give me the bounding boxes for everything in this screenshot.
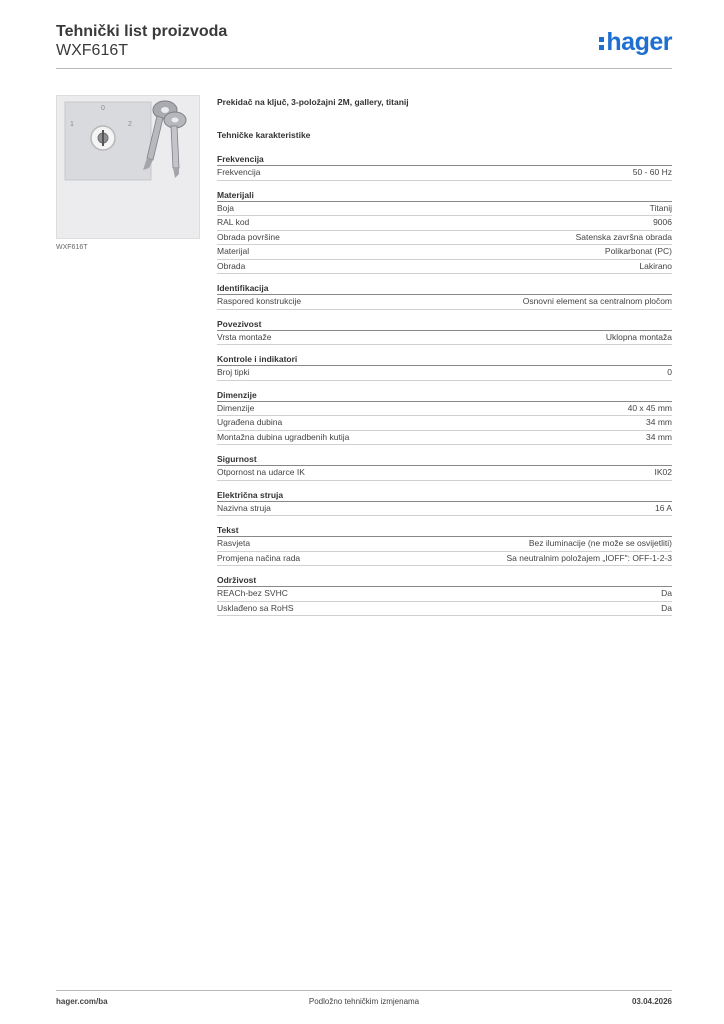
spec-row [217,231,672,246]
footer-divider [56,990,672,991]
document-title: Tehnički list proizvoda [56,23,228,40]
technical-heading: Tehničke karakteristike [217,130,311,140]
spec-label: Rasvjeta [217,538,251,548]
spec-sections [217,153,672,616]
spec-value: Polikarbonat (PC) [604,246,672,256]
spec-row [217,331,672,346]
spec-label: REACh-bez SVHC [217,588,288,598]
spec-label: Boja [217,202,235,213]
page-header [56,22,672,70]
spec-value: IK02 [654,467,672,477]
spec-value: 34 mm [646,431,672,442]
spec-value: Satenska završna obrada [575,231,672,242]
spec-row [217,366,672,381]
position-label-2: 2 [128,121,132,128]
spec-section [217,353,672,381]
spec-row [217,502,672,517]
spec-value: Osnovni element sa centralnom pločom [522,296,672,306]
page-footer [56,997,672,1009]
spec-value: Uklopna montaža [605,331,672,342]
position-label-1: 1 [70,121,74,128]
spec-value: 16 A [654,502,672,513]
spec-content [217,95,672,624]
spec-section [217,189,672,275]
photo-caption: WXF616T [56,244,88,251]
spec-label: Promjena načina rada [217,552,301,563]
spec-row [217,602,672,617]
footer-date: 03.04.2026 [631,997,672,1006]
spec-value: 50 - 60 Hz [632,167,672,177]
footer-note: Podložno tehničkim izmjenama [308,997,420,1006]
section-title: Tekst [217,524,672,537]
spec-label: Ugrađena dubina [217,417,283,427]
footer-website: hager.com/ba [56,997,108,1006]
spec-value: Bez iluminacije (ne može se osvijetliti) [528,538,672,548]
header-divider [56,68,672,69]
spec-value: Sa neutralnim položajem „IOFF": OFF-1-2-3 [506,552,672,563]
spec-row [217,587,672,602]
section-title: Dimenzije [217,389,672,402]
hager-logo [599,28,672,56]
product-image [57,96,199,238]
spec-row [217,216,672,231]
spec-label: Raspored konstrukcije [217,296,302,306]
spec-row [217,202,672,217]
spec-label: Vrsta montaže [217,331,272,342]
spec-section [217,318,672,346]
spec-section [217,489,672,517]
spec-label: Obrada [217,260,246,271]
spec-row [217,466,672,481]
spec-row [217,431,672,446]
spec-label: Obrada površine [217,231,280,242]
spec-section [217,282,672,310]
spec-row [217,245,672,260]
spec-label: Montažna dubina ugradbenih kutija [217,431,350,442]
section-title: Električna struja [217,489,672,502]
spec-label: RAL kod [217,217,250,227]
spec-label: Otpornost na udarce IK [217,467,305,477]
spec-section [217,574,672,616]
spec-label: Frekvencija [217,167,261,177]
product-photo [56,95,200,239]
spec-row [217,416,672,431]
spec-label: Nazivna struja [217,502,271,513]
position-label-0: 0 [101,105,105,112]
spec-value: 34 mm [646,417,672,427]
spec-value: 9006 [653,217,672,227]
section-title: Materijali [217,189,672,202]
section-title: Sigurnost [217,453,672,466]
logo-text: hager [606,28,672,56]
spec-row [217,552,672,567]
spec-value: 40 x 45 mm [627,402,672,413]
spec-section [217,389,672,446]
section-title: Kontrole i indikatori [217,353,672,366]
section-title: Frekvencija [217,153,672,166]
section-title: Identifikacija [217,282,672,295]
document-subtitle: WXF616T [56,42,129,59]
spec-value: Titanij [649,202,672,213]
spec-section [217,153,672,181]
spec-section [217,524,672,566]
spec-value: Da [661,602,672,613]
spec-row [217,260,672,275]
spec-value: Da [661,588,672,598]
logo-dots-icon [599,35,604,51]
spec-label: Dimenzije [217,402,255,413]
spec-value: Lakirano [639,260,672,271]
section-title: Održivost [217,574,672,587]
spec-row [217,402,672,417]
section-title: Povezivost [217,318,672,331]
spec-row [217,537,672,552]
product-title: Prekidač na ključ, 3-položajni 2M, gallery, titanij [217,97,409,107]
spec-row [217,166,672,181]
spec-label: Materijal [217,246,250,256]
spec-label: Broj tipki [217,367,250,377]
spec-row [217,295,672,310]
spec-label: Usklađeno sa RoHS [217,602,294,613]
spec-section [217,453,672,481]
spec-value: 0 [667,367,672,377]
